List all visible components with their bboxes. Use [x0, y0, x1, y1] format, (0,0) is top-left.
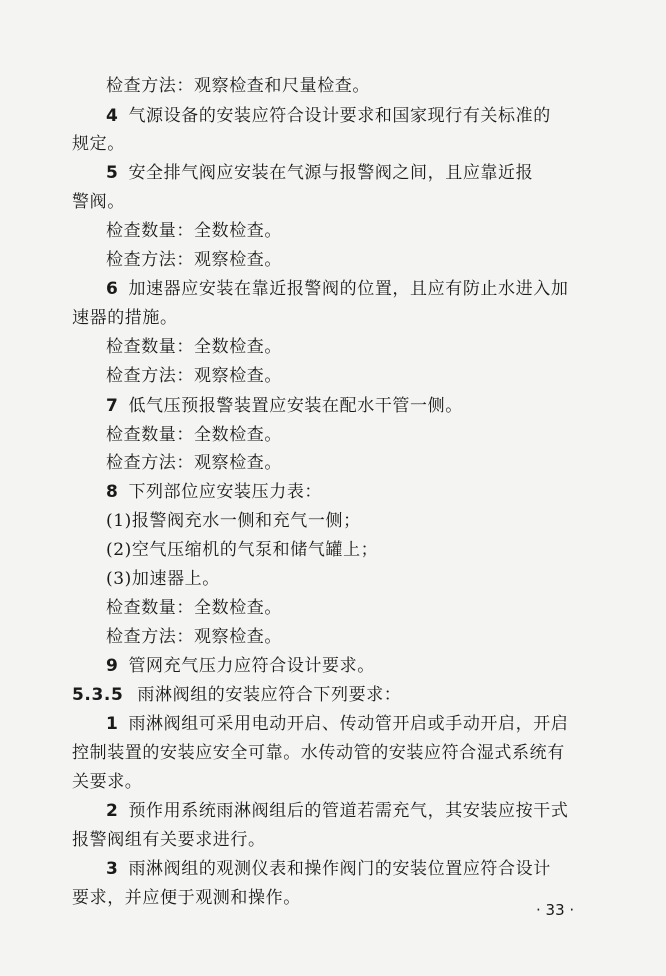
clause-5: 5 安全排气阀应安装在气源与报警阀之间，且应靠近报	[106, 163, 534, 183]
text-line: 要求，并应便于观测和操作。	[72, 888, 301, 908]
clause-1: 1 雨淋阀组可采用电动开启、传动管开启或手动开启，开启	[106, 714, 569, 734]
clause-3: 3 雨淋阀组的观测仪表和操作阀门的安装位置应符合设计	[106, 859, 551, 879]
list-item: (3)加速器上。	[106, 569, 220, 589]
section-heading: 5.3.5 雨淋阀组的安装应符合下列要求：	[72, 685, 402, 705]
text-line: 检查方法：观察检查。	[106, 453, 282, 473]
clause-number: 3	[106, 859, 119, 879]
clause-6: 6 加速器应安装在靠近报警阀的位置，且应有防止水进入加	[106, 279, 569, 299]
list-item: (1)报警阀充水一侧和充气一侧；	[106, 511, 361, 531]
text-line: 规定。	[72, 134, 125, 154]
text-line: 报警阀组有关要求进行。	[72, 830, 266, 850]
clause-number: 8	[106, 482, 119, 502]
clause-number: 7	[106, 396, 119, 416]
text-line: 检查数量：全数检查。	[106, 221, 282, 241]
section-number: 5.3.5	[72, 685, 124, 705]
text-line: 检查方法：观察检查和尺量检查。	[106, 76, 370, 96]
clause-4: 4 气源设备的安装应符合设计要求和国家现行有关标准的	[106, 106, 551, 126]
clause-9: 9 管网充气压力应符合设计要求。	[106, 656, 375, 676]
text-line: 检查数量：全数检查。	[106, 598, 282, 618]
text-line: 控制装置的安装应安全可靠。水传动管的安装应符合湿式系统有	[72, 743, 565, 763]
text-line: 检查方法：观察检查。	[106, 627, 282, 647]
text-line: 检查数量：全数检查。	[106, 425, 282, 445]
clause-number: 4	[106, 106, 119, 126]
clause-number: 5	[106, 163, 119, 183]
text-line: 检查方法：观察检查。	[106, 366, 282, 386]
text-line: 检查数量：全数检查。	[106, 337, 282, 357]
clause-number: 6	[106, 279, 119, 299]
page-number: · 33 ·	[536, 901, 575, 919]
clause-2: 2 预作用系统雨淋阀组后的管道若需充气，其安装应按干式	[106, 801, 569, 821]
text-line: 检查方法：观察检查。	[106, 250, 282, 270]
text-line: 速器的措施。	[72, 308, 178, 328]
text-line: 警阀。	[72, 192, 125, 212]
clause-7: 7 低气压预报警装置应安装在配水干管一侧。	[106, 396, 463, 416]
clause-8: 8 下列部位应安装压力表：	[106, 482, 323, 502]
clause-number: 9	[106, 656, 119, 676]
list-item: (2)空气压缩机的气泵和储气罐上；	[106, 540, 379, 560]
clause-number: 1	[106, 714, 119, 734]
text-line: 关要求。	[72, 772, 143, 792]
clause-number: 2	[106, 801, 119, 821]
